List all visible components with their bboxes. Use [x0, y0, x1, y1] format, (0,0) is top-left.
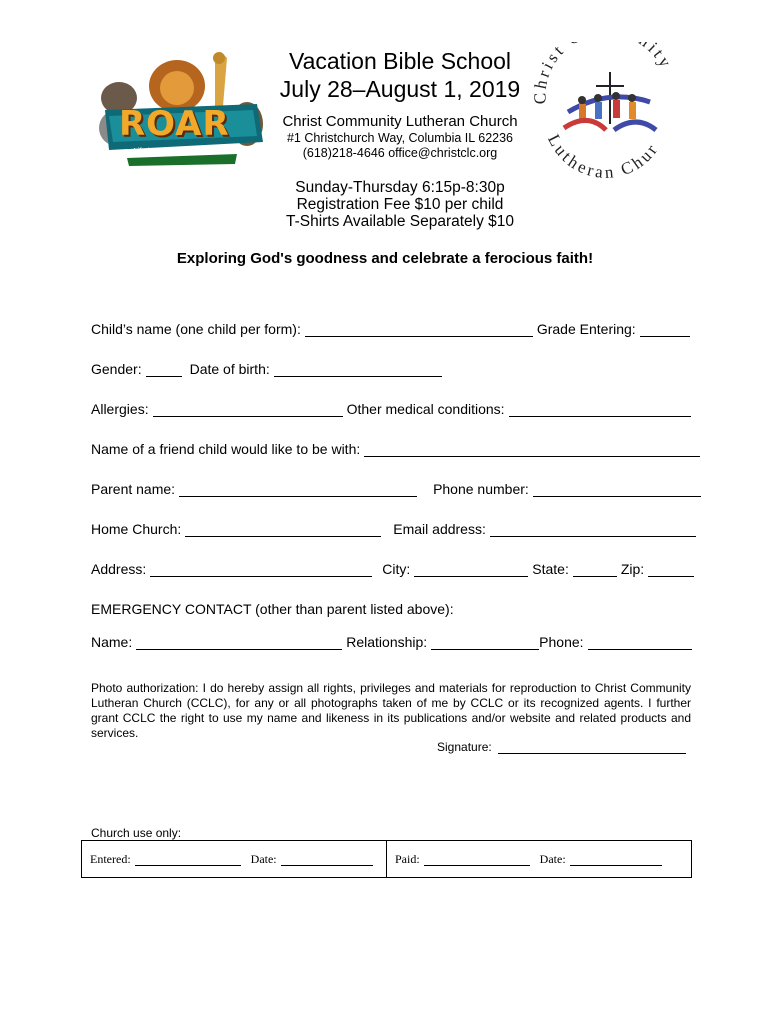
allergies-field[interactable] [153, 402, 343, 417]
dob-field[interactable] [274, 362, 442, 377]
row-child [91, 319, 694, 337]
church-use-label: Church use only: [91, 826, 182, 840]
allergies-label: Allergies: [91, 401, 149, 417]
child-name-label: Child’s name (one child per form): [91, 321, 301, 337]
photo-authorization: Photo authorization: I do hereby assign all rights, privileges and materials for reproduction to Christ Community Lutheran Church (CCLC), for any or all photographs taken of me by CCLC or its recognized agents. I further grant CCLC the right to use my name and likeness in its publications and/or website and related products and services. [91, 681, 691, 740]
row-gender [91, 359, 446, 377]
child-name-field[interactable] [305, 322, 533, 337]
row-friend [91, 439, 704, 457]
parent-label: Parent name: [91, 481, 176, 497]
zip-field[interactable] [648, 562, 694, 577]
emergency-heading: EMERGENCY CONTACT (other than parent listed above): [91, 601, 454, 617]
schedule: Sunday-Thursday 6:15p-8:30p [295, 179, 505, 196]
tshirts: T-Shirts Available Separately $10 [285, 213, 515, 230]
em-name-field[interactable] [136, 635, 342, 650]
row-allergies [91, 399, 695, 417]
home-church-label: Home Church: [91, 521, 182, 537]
registration-fee: Registration Fee $10 per child [296, 196, 504, 213]
friend-label: Name of a friend child would like to be with: [91, 441, 361, 457]
home-church-field[interactable] [185, 522, 381, 537]
row-parent [91, 479, 705, 497]
svg-text:Christ Community [530, 42, 676, 104]
medical-label: Other medical conditions: [346, 401, 505, 417]
em-phone-field[interactable] [588, 635, 692, 650]
grade-field[interactable] [640, 322, 690, 337]
church-contact: (618)218-4646 office@christclc.org [302, 146, 498, 160]
zip-label: Zip: [620, 561, 645, 577]
email-label: Email address: [393, 521, 486, 537]
em-relationship-field[interactable] [431, 635, 539, 650]
city-field[interactable] [414, 562, 528, 577]
email-field[interactable] [490, 522, 696, 537]
parent-field[interactable] [179, 482, 417, 497]
state-label: State: [532, 561, 569, 577]
gender-field[interactable] [146, 362, 182, 377]
state-field[interactable] [573, 562, 617, 577]
paid-date-label: Date: [539, 851, 566, 866]
church-use-entered-cell [82, 841, 386, 877]
entered-date-field[interactable] [281, 853, 373, 866]
gender-label: Gender: [91, 361, 142, 377]
roar-logo [97, 46, 267, 166]
medical-field[interactable] [509, 402, 691, 417]
paid-field[interactable] [424, 853, 530, 866]
roar-word: ROAR [119, 104, 230, 144]
church-use-paid-cell [386, 841, 691, 877]
church-address: #1 Christchurch Way, Columbia IL 62236 [286, 131, 514, 145]
church-logo [528, 42, 678, 187]
paid-label: Paid: [395, 851, 420, 866]
address-field[interactable] [150, 562, 372, 577]
tagline: Exploring God's goodness and celebrate a ferocious faith! [176, 250, 594, 267]
signature-label: Signature: [437, 740, 492, 754]
title-line-2: July 28–August 1, 2019 [279, 76, 521, 102]
friend-field[interactable] [364, 442, 700, 457]
address-label: Address: [91, 561, 147, 577]
church-logo-art [528, 42, 678, 187]
entered-label: Entered: [90, 851, 131, 866]
church-name: Christ Community Lutheran Church [282, 113, 518, 130]
row-emergency-title [91, 599, 454, 617]
grade-label: Grade Entering: [536, 321, 636, 337]
entered-date-label: Date: [250, 851, 277, 866]
phone-field[interactable] [533, 482, 701, 497]
church-use-box [81, 840, 692, 878]
em-name-label: Name: [91, 634, 133, 650]
signature-row [437, 740, 690, 754]
dob-label: Date of birth: [189, 361, 270, 377]
em-relationship-label: Relationship: [346, 634, 428, 650]
paid-date-field[interactable] [570, 853, 662, 866]
signature-field[interactable] [498, 741, 686, 754]
roar-tagline: Life is wild · God is good [133, 146, 215, 155]
phone-label: Phone number: [433, 481, 529, 497]
logo-arc-bottom: Lutheran Chur [544, 131, 663, 183]
logo-arc-top: Christ ity [530, 42, 677, 105]
row-address [91, 559, 698, 577]
em-phone-label: Phone: [539, 634, 584, 650]
city-label: City: [382, 561, 411, 577]
title-line-1: Vacation Bible School [288, 48, 512, 74]
row-emergency [91, 632, 696, 650]
row-church [91, 519, 700, 537]
entered-field[interactable] [135, 853, 241, 866]
